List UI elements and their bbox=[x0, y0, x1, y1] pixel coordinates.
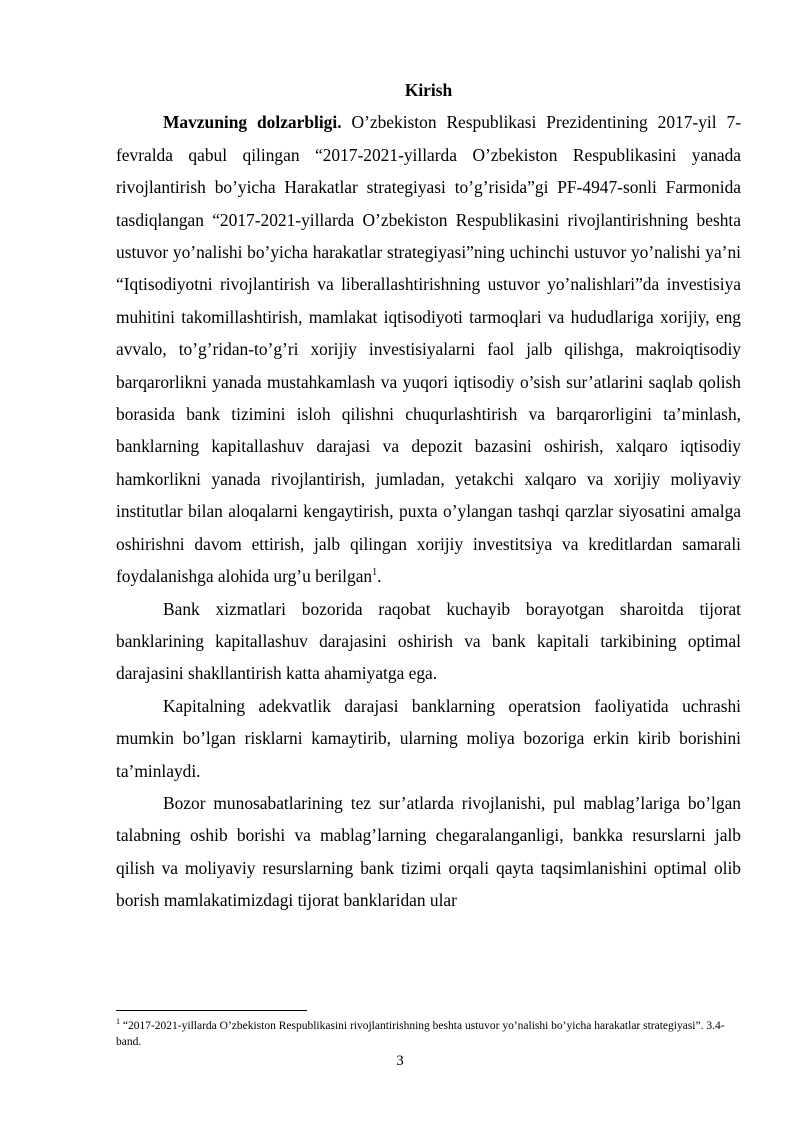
paragraph-4: Bozor munosabatlarining tez sur’atlarda rivojlanishi, pul mablag’lariga bo’lgan talabning oshib borishi va mablag’larning chegaralanganligi, bankka resurslarni jalb qilish va moliyaviy resurslarning bank tizimi orqali qayta taqsimlanishini optimal olib borish mamlakatimizdagi tijorat banklaridan ular bbox=[116, 792, 741, 911]
footnote-text: “2017-2021-yillarda O’zbekiston Respublikasini rivojlantirishning beshta ustuvor yo’nalishi bo’yicha harakatlar strategiyasi”. 3.4-band. bbox=[116, 1020, 725, 1048]
page-number: 3 bbox=[396, 1053, 404, 1069]
paragraph-3: Kapitalning adekvatlik darajasi banklarning operatsion faoliyatida uchrashi mumkin bo’lgan risklarni kamaytirib, ularning moliya bozoriga erkin kirib borishini ta’minlaydi. bbox=[116, 695, 741, 781]
paragraph-1-end: . bbox=[377, 566, 382, 587]
footnote bbox=[116, 1018, 741, 1050]
footnote-marker: 1 bbox=[116, 1017, 120, 1027]
paragraph-1 bbox=[116, 106, 741, 592]
footnote-reference[interactable]: 1 bbox=[372, 567, 378, 579]
paragraph-lead: Mavzuning dolzarbligi. bbox=[163, 112, 342, 133]
footnote-divider bbox=[116, 1010, 307, 1011]
paragraph-1-text: O’zbekiston Respublikasi Prezidentining 2017-yil 7-fevralda qabul qilingan “2017-2021-yillarda O’zbekiston Respublikasini yanada rivojlantirish bo’yicha Harakatlar strategiyasi to’g’risida”gi PF-4947-sonli Farmonida tasdiqlangan “2017-2021-yillarda O’zbekiston Respublikasini rivojlantirishning beshta ustuvor yo’nalishi bo’yicha harakatlar strategiyasi”ning uchinchi ustuvor yo’nalishi ya’ni “Iqtisodiyotni rivojlantirish va liberallashtirishning ustuvor yo’nalishlari”da investisiya muhitini takomillashtirish, mamlakat iqtisodiyoti tarmoqlari va hududlariga xorijiy, eng avvalo, to’g’ridan-to’g’ri xorijiy investisiyalarni faol jalb qilishga, makroiqtisodiy barqarorlikni yanada mustahkamlash va yuqori iqtisodiy o’sish sur’atlarini saqlab qolish borasida bank tizimini isloh qilishni chuqurlashtirish va barqarorligini ta’minlash, banklarning kapitallashuv darajasi va depozit bazasini oshirish, xalqaro iqtisodiy hamkorlikni yanada rivojlantirish, jumladan, yetakchi xalqaro va xorijiy moliyaviy institutlar bilan aloqalarni kengaytirish, puxta o’ylangan tashqi qarzlar siyosatini amalga oshirishni davom ettirish, jalb qilingan xorijiy investitsiya va kreditlardan samarali foydalanishga alohida urg’u berilgan bbox=[116, 112, 741, 587]
paragraph-2: Bank xizmatlari bozorida raqobat kuchayib borayotgan sharoitda tijorat banklarining kapitallashuv darajasini oshirish va bank kapitali tarkibining optimal darajasini shakllantirish katta ahamiyatga ega. bbox=[116, 598, 741, 684]
page-title: Kirish bbox=[404, 80, 453, 100]
body-text bbox=[116, 74, 741, 917]
